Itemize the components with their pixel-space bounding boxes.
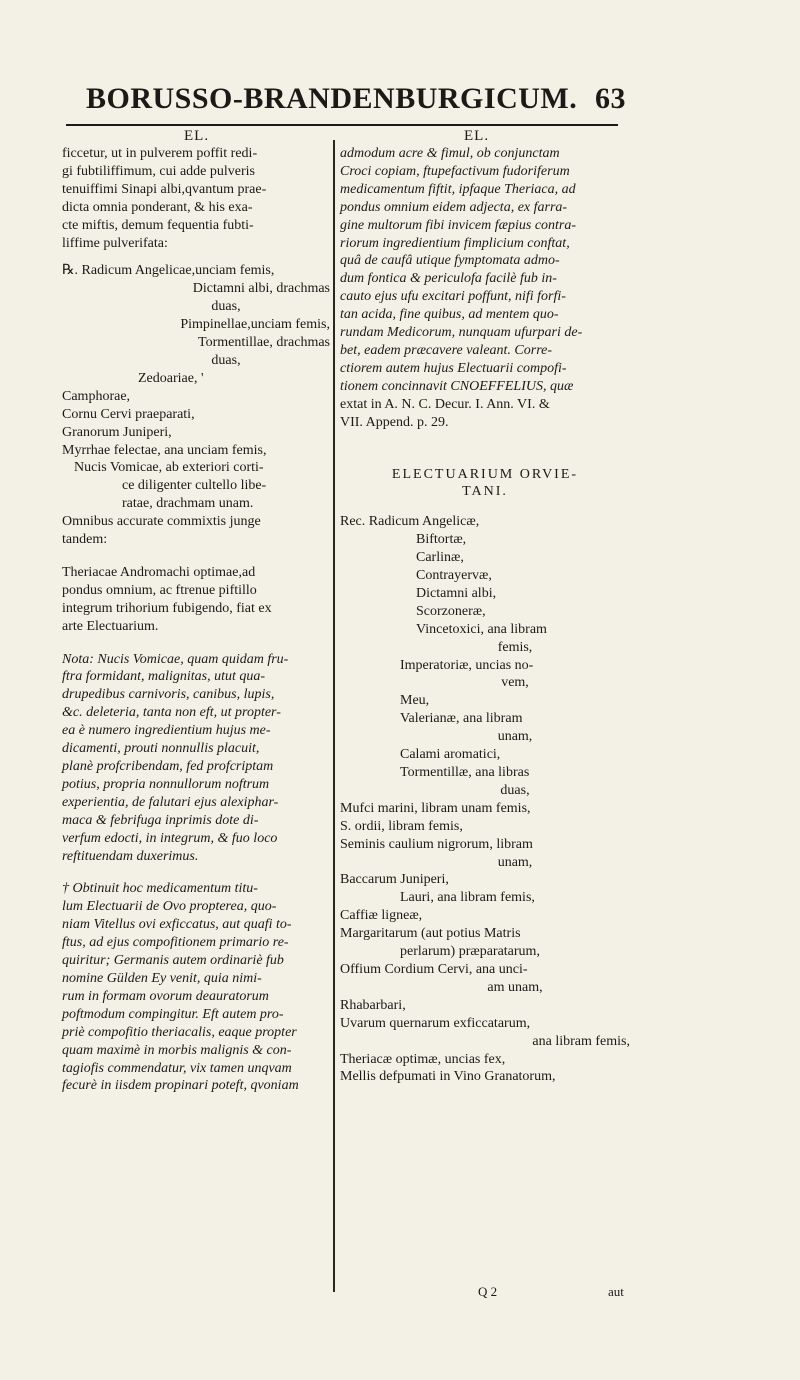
recipe-line: Lauri, ana libram femis, [400, 890, 535, 906]
recipe-line: perlarum) præparatarum, [400, 944, 540, 960]
catchword: aut [608, 1284, 624, 1299]
right-column [340, 145, 630, 1086]
recipe-line: Baccarum Juniperi, [340, 872, 449, 888]
recipe-line: duas, [500, 782, 530, 798]
recipe-line: Carlinæ, [416, 550, 464, 566]
recipe-line: Valerianæ, ana libram [400, 711, 523, 727]
recipe-line: vem, [501, 675, 529, 691]
recipe-line: S. ordii, libram femis, [340, 818, 463, 834]
obtinuit-paragraph: † Obtinuit hoc medicamentum titu- lum Electuarii de Ovo propterea, quo- niam Vitellus ovi exficcatus, aut quafi to- ftus, ad ejus compofitionem primario re- quiritur; Germanis autem ordinariè fub nomine Gülden Ey venit, quia nimi- rum in formam ovorum deauratorum poftmodum compingitur. Eft autem pro- priè compofitio theriacalis, eaque propter quam maximè in morbis malignis & con- tagiofis commendatur, vix tamen unqvam fecurè in iisdem propinari poteft, qvoniam [62, 881, 299, 1094]
recipe-line: Uvarum quernarum exficcatarum, [340, 1015, 531, 1031]
signature-mark: Q 2 [478, 1284, 498, 1299]
orvietan-recipe-list [340, 513, 630, 1086]
recipe-line: Rec. Radicum Angelicæ, [340, 514, 480, 530]
recipe-line: Imperatoriæ, uncias no- [400, 657, 534, 673]
header-rule [66, 124, 618, 126]
recipe-line: unam, [497, 854, 533, 870]
left-column [62, 145, 330, 1095]
right-column-head: EL. [464, 128, 490, 144]
column-divider [333, 140, 335, 1292]
recipe-line: Mellis defpumati in Vino Granatorum, [340, 1069, 556, 1085]
left-column-head: EL. [184, 128, 210, 144]
recipe-line: unam, [497, 729, 533, 745]
recipe-line: Mufci marini, libram unam femis, [340, 800, 531, 816]
recipe-line: Seminis caulium nigrorum, libram [340, 836, 533, 852]
page-number: 63 [595, 82, 626, 115]
recipe-line: Tormentillæ, ana libras [400, 765, 530, 780]
right-paragraph-1: admodum acre & fimul, ob conjunctam Croci copiam, ftupefactivum fudoriferum medicamentum fiftit, ipfaque Theriaca, ad pondus omnium eidem adjecta, ex farra- gine multorum fibi invicem fæpius contra- riorum ingredientium fimplicium conftat, quâ de caufâ utique fymptomata admo- dum fontica & periculofa facilè fub in- cauto ejus ufu excitari poffunt, nifi forfi- tan acida, fine quibus, ad mentem quo- rundam Medicorum, nunquam ufurpari de- bet, eadem præcavere valeant. Corre- ctiorem autem hujus Electuarii compofi- tionem concinnavit CNOEFFELIUS, quæ extat in A. N. C. Decur. I. Ann. VI. & VII. Append. p. 29. [340, 146, 583, 430]
recipe-line: Calami aromatici, [400, 747, 501, 763]
recipe-line: Contrayervæ, [416, 568, 492, 584]
recipe-line: Scorzoneræ, [416, 603, 486, 619]
recipe-line: Margaritarum (aut potius Matris [340, 926, 521, 942]
recipe-line: Meu, [400, 693, 430, 709]
recipe-line: Rhabarbari, [340, 997, 406, 1013]
recipe-line: Dictamni albi, [416, 585, 497, 601]
running-header [86, 82, 626, 122]
left-paragraph-1: ficcetur, ut in pulverem poffit redi- gi fubtiliffimum, cui adde pulveris tenuiffimi Sinapi albi,qvantum prae- dicta omnia ponderant, & his exa- cte miftis, demum fequentia fubti- liffime pulverifata: [62, 146, 267, 251]
recipe-line: Vincetoxici, ana libram [416, 621, 547, 637]
theriaca-paragraph: Theriacae Andromachi optimae,ad pondus omnium, ac ftrenue piftillo integrum trihorium fubigendo, fiat ex arte Electuarium. [62, 564, 272, 634]
nota-paragraph: Nota: Nucis Vomicae, quam quidam fru- ftra formidant, malignitas, utut qua- drupedibus carnivoris, canibus, lupis, &c. deleteria, tanta non eft, ut propter- ea è numero ingredientium hujus me- dicamenti, prouti nonnullis placuit, planè profcribendam, fed profcriptam potius, propria nonnullorum noftrum experientia, de falutari ejus alexiphar- maca & febrifuga inprimis dote di- verfum edocti, in integrum, & fuo loco reftituendam duxerimus. [62, 651, 289, 864]
recipe-line: am unam, [487, 979, 543, 995]
recipe-line: Offium Cordium Cervi, ana unci- [340, 961, 528, 977]
recipe-line: Theriacæ optimæ, uncias fex, [340, 1051, 506, 1067]
recipe-line: Biftortæ, [416, 532, 467, 548]
recipe-line: Caffiæ ligneæ, [340, 908, 423, 924]
recipe-list: ℞. Radicum Angelicae,unciam femis, Dictamni albi, drachmas duas, Pimpinellae,unciam femis, Tormentillae, drachmas duas, Zedoariae, ' Camphorae, Cornu Cervi praeparati, Granorum Juniperi, Myrrhae felectae, ana unciam femis, Nucis Vomicae, ab exteriori corti- ce diligenter cultello libe- ratae, drachmam unam. Omnibus accurate commixtis junge tandem: [62, 263, 330, 548]
recipe-line: ana libram femis, [532, 1033, 630, 1049]
recipe-line: femis, [497, 639, 533, 655]
header-title: BORUSSO-BRANDENBURGICUM. [86, 82, 578, 115]
section-title: ELECTUARIUM ORVIE- TANI. [391, 466, 579, 500]
